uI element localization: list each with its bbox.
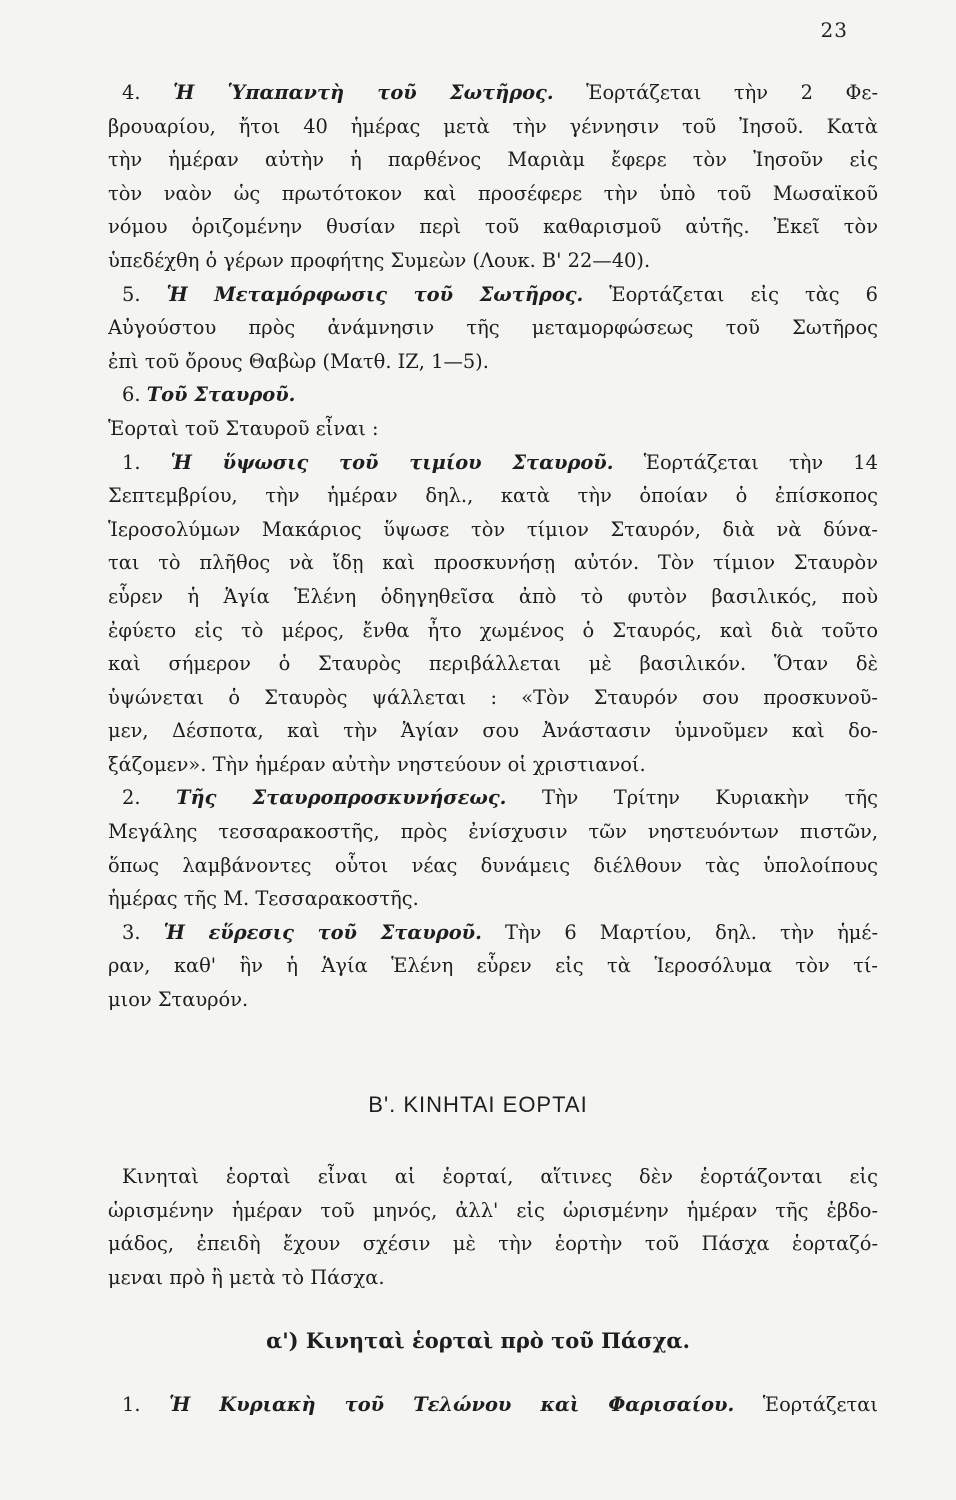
text-line: Σεπτεμβρίου, τὴν ἡμέραν δηλ., κατὰ τὴν ὁποίαν ὁ ἐπίσκοπος — [108, 484, 878, 508]
text-line: μεν, Δέσποτα, καὶ τὴν Ἁγίαν σου Ἀνάστασιν ὑμνοῦμεν καὶ δο- — [108, 719, 878, 743]
text-line: Κινηταὶ ἑορταὶ εἶναι αἱ ἑορταί, αἵτινες δὲν ἑορτάζονται εἰς — [122, 1165, 878, 1188]
text-line: νόμου ὁριζομένην θυσίαν περὶ τοῦ καθαρισμοῦ αὐτῆς. Ἐκεῖ τὸν — [108, 215, 878, 239]
sub-heading: α') Κινηταὶ ἑορταὶ πρὸ τοῦ Πάσχα. — [266, 1328, 690, 1353]
text-line: Ἑορτάζεται τὴν 14 — [643, 450, 878, 474]
text-line: εὗρεν ἡ Ἁγία Ἑλένη ὁδηγηθεῖσα ἀπὸ τὸ φυτὸν βασιλικός, ποὺ — [108, 584, 878, 608]
subitem-1-number: 1. — [122, 450, 141, 474]
text-line: Τὴν 6 Μαρτίου, δηλ. τὴν ἡμέ- — [504, 920, 878, 944]
text-line: ραν, καθ' ἣν ἡ Ἁγία Ἑλένη εὗρεν εἰς τὰ Ἱεροσόλυμα τὸν τί- — [108, 954, 878, 978]
text-line: ὅπως λαμβάνοντες οὗτοι νέας δυνάμεις διέλθουν τὰς ὑπολοίπους — [108, 853, 878, 877]
text-line: ξάζομεν». Τὴν ἡμέραν αὐτὴν νηστεύουν οἱ χριστιανοί. — [108, 752, 646, 776]
text-line: τὸν ναὸν ὡς πρωτότοκον καὶ προσέφερε τὴν ὑπὸ τοῦ Μωσαϊκοῦ — [108, 181, 878, 205]
subitem-3-line — [108, 916, 878, 950]
item-5-line — [108, 278, 878, 312]
text-line: μεναι πρὸ ἢ μετὰ τὸ Πάσχα. — [108, 1265, 385, 1289]
text-line: Ἱεροσολύμων Μακάριος ὕψωσε τὸν τίμιον Σταυρόν, διὰ νὰ δύνα- — [108, 517, 878, 541]
subitem-1-line — [108, 446, 878, 480]
text-line: Ἑορτάζεται εἰς τὰς 6 — [609, 282, 878, 306]
final-item-title: Ἡ Κυριακὴ τοῦ Τελώνου καὶ Φαρισαίου. — [169, 1393, 735, 1416]
text-line: ται τὸ πλῆθος νὰ ἴδῃ καὶ προσκυνήσῃ αὐτόν. Τὸν τίμιον Σταυρὸν — [108, 551, 878, 575]
text-line: βρουαρίου, ἤτοι 40 ἡμέρας μετὰ τὴν γέννησιν τοῦ Ἰησοῦ. Κατὰ — [108, 114, 878, 138]
feasts-text — [108, 76, 878, 1017]
subitem-3-number: 3. — [122, 920, 141, 944]
subitem-1-title: Ἡ ὕψωσις τοῦ τιμίου Σταυροῦ. — [170, 450, 614, 474]
page-number: 23 — [820, 18, 848, 42]
item-4-line — [108, 76, 878, 110]
item-4-title: Ἡ Ὑπαπαντὴ τοῦ Σωτῆρος. — [173, 81, 554, 104]
item-6-title: Τοῦ Σταυροῦ. — [146, 383, 296, 407]
text-line: ἡμέρας τῆς Μ. Τεσσαρακοστῆς. — [108, 887, 419, 911]
text-line: Αὐγούστου πρὸς ἀνάμνησιν τῆς μεταμορφώσεως τοῦ Σωτῆρος — [108, 316, 878, 340]
text-line: Τὴν Τρίτην Κυριακὴν τῆς — [541, 786, 878, 810]
item-6-number: 6. — [122, 383, 141, 407]
text-line: μάδος, ἐπειδὴ ἔχουν σχέσιν μὲ τὴν ἑορτὴν τοῦ Πάσχα ἑορταζό- — [108, 1232, 878, 1256]
text-line: ὑπεδέχθη ὁ γέρων προφήτης Συμεὼν (Λουκ. Β' 22—40). — [108, 248, 651, 272]
text-line: τὴν ἡμέραν αὐτὴν ἡ παρθένος Μαριὰμ ἔφερε τὸν Ἰησοῦν εἰς — [108, 148, 878, 172]
text-line: ἐπὶ τοῦ ὄρους Θαβὼρ (Ματθ. ΙΖ, 1—5). — [108, 349, 489, 373]
item-5-number: 5. — [122, 282, 141, 306]
text-line: ὑψώνεται ὁ Σταυρὸς ψάλλεται : «Τὸν Σταυρόν σου προσκυνοῦ- — [108, 685, 878, 709]
text-line: Ἑορτάζεται — [762, 1393, 878, 1416]
final-item-line — [108, 1388, 878, 1422]
subitem-2-line — [108, 781, 878, 815]
item-4-number: 4. — [122, 81, 141, 104]
text-line: Μεγάλης τεσσαρακοστῆς, πρὸς ἐνίσχυσιν τῶν νηστευόντων πιστῶν, — [108, 820, 878, 844]
text-line: μιον Σταυρόν. — [108, 988, 249, 1012]
item-5-title: Ἡ Μεταμόρφωσις τοῦ Σωτῆρος. — [166, 282, 584, 306]
text-line: ὡρισμένην ἡμέραν τοῦ μηνός, ἀλλ' εἰς ὡρισμένην ἡμέραν τῆς ἑβδο- — [108, 1198, 878, 1222]
text-line: καὶ σήμερον ὁ Σταυρὸς περιβάλλεται μὲ βασιλικόν. Ὅταν δὲ — [108, 652, 878, 676]
text-line: Ἑορταὶ τοῦ Σταυροῦ εἶναι : — [108, 416, 379, 440]
subitem-2-number: 2. — [122, 786, 141, 810]
final-item — [108, 1388, 878, 1422]
item-6-line — [108, 378, 878, 412]
section-intro — [108, 1160, 878, 1294]
section-heading: Β'. ΚΙΝΗΤΑΙ ΕΟΡΤΑΙ — [368, 1092, 588, 1117]
subitem-3-title: Ἡ εὕρεσις τοῦ Σταυροῦ. — [163, 920, 482, 944]
final-item-number: 1. — [122, 1393, 141, 1416]
text-line: ἐφύετο εἰς τὸ μέρος, ἔνθα ἦτο χωμένος ὁ Σταυρός, καὶ διὰ τοῦτο — [108, 618, 878, 642]
text-line: Ἑορτάζεται τὴν 2 Φε- — [586, 81, 878, 104]
subitem-2-title: Τῆς Σταυροπροσκυνήσεως. — [176, 786, 507, 810]
